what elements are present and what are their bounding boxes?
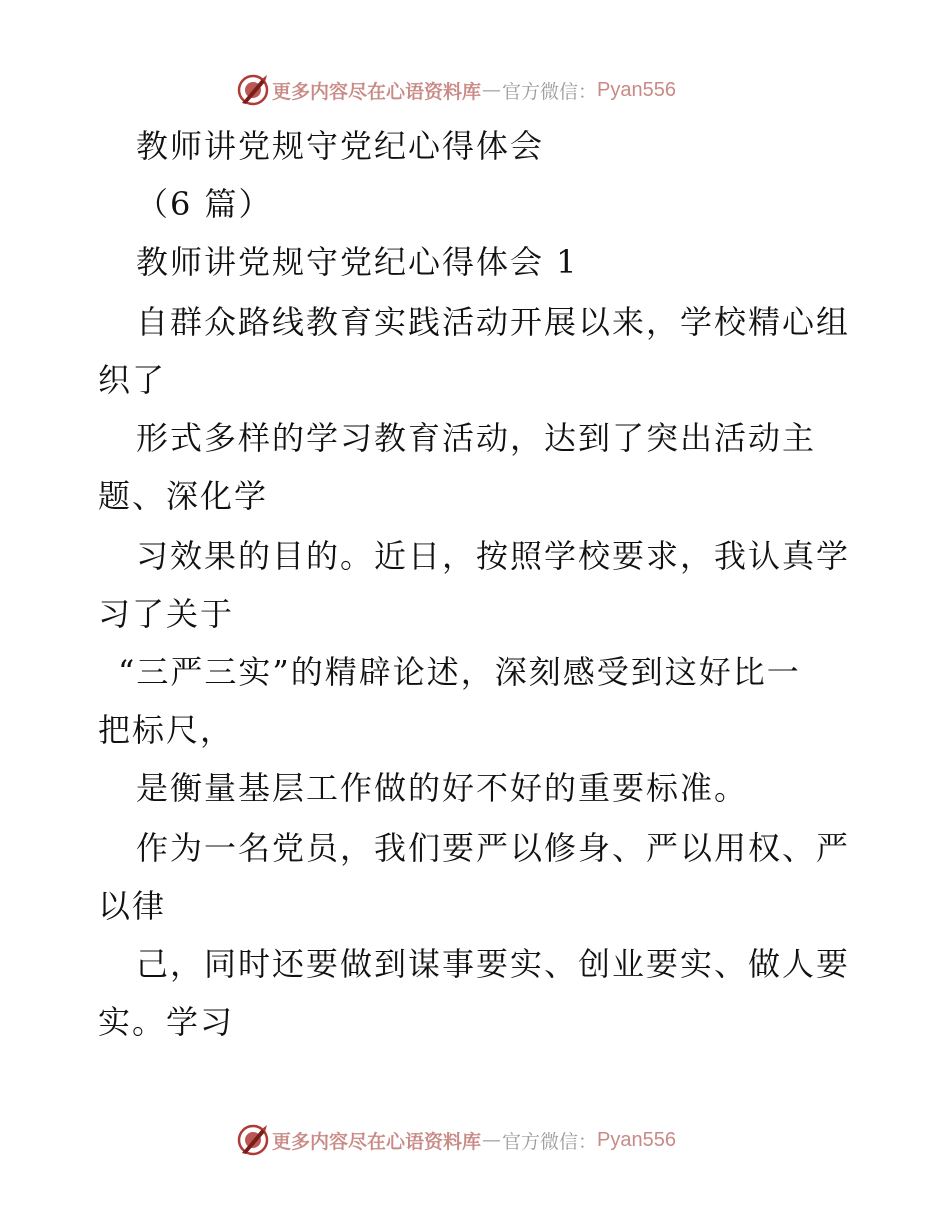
banner-wechat-handle: Pyan556	[597, 1128, 676, 1151]
body-line: 形式多样的学习教育活动，达到了突出活动主	[136, 419, 817, 457]
banner-dash: —	[482, 79, 502, 101]
body-line: 是衡量基层工作做的好不好的重要标准。	[136, 769, 749, 807]
body-line: 题、深化学	[98, 477, 269, 515]
quill-pen-logo-icon	[236, 1123, 270, 1157]
banner-wechat-handle: Pyan556	[597, 78, 676, 101]
body-line: 习效果的目的。近日，按照学校要求，我认真学	[136, 537, 851, 575]
body-line: 自群众路线教育实践活动开展以来，学校精心组	[136, 303, 851, 341]
article-count: （6 篇）	[136, 185, 273, 223]
banner-brand-text: 更多内容尽在心语资料库	[272, 80, 482, 103]
body-line: “三严三实”的精辟论述，深刻感受到这好比一	[118, 653, 801, 691]
footer-banner	[236, 1122, 716, 1158]
body-line: 习了关于	[98, 595, 235, 633]
section-heading: 教师讲党规守党纪心得体会 1	[136, 243, 579, 281]
body-line: 织了	[98, 361, 167, 399]
body-line: 以律	[98, 887, 167, 925]
banner-contact-label: 官方微信：	[502, 80, 598, 103]
body-line: 己，同时还要做到谋事要实、创业要实、做人要	[136, 945, 851, 983]
body-line: 把标尺，	[98, 711, 235, 749]
banner-contact-label: 官方微信：	[502, 1130, 598, 1153]
banner-brand-text: 更多内容尽在心语资料库	[272, 1130, 482, 1153]
body-line: 实。学习	[98, 1003, 235, 1041]
document-title: 教师讲党规守党纪心得体会	[136, 127, 545, 165]
quill-pen-logo-icon	[236, 73, 270, 107]
header-banner	[236, 72, 716, 108]
body-line: 作为一名党员，我们要严以修身、严以用权、严	[136, 829, 851, 867]
banner-dash: —	[482, 1129, 502, 1151]
